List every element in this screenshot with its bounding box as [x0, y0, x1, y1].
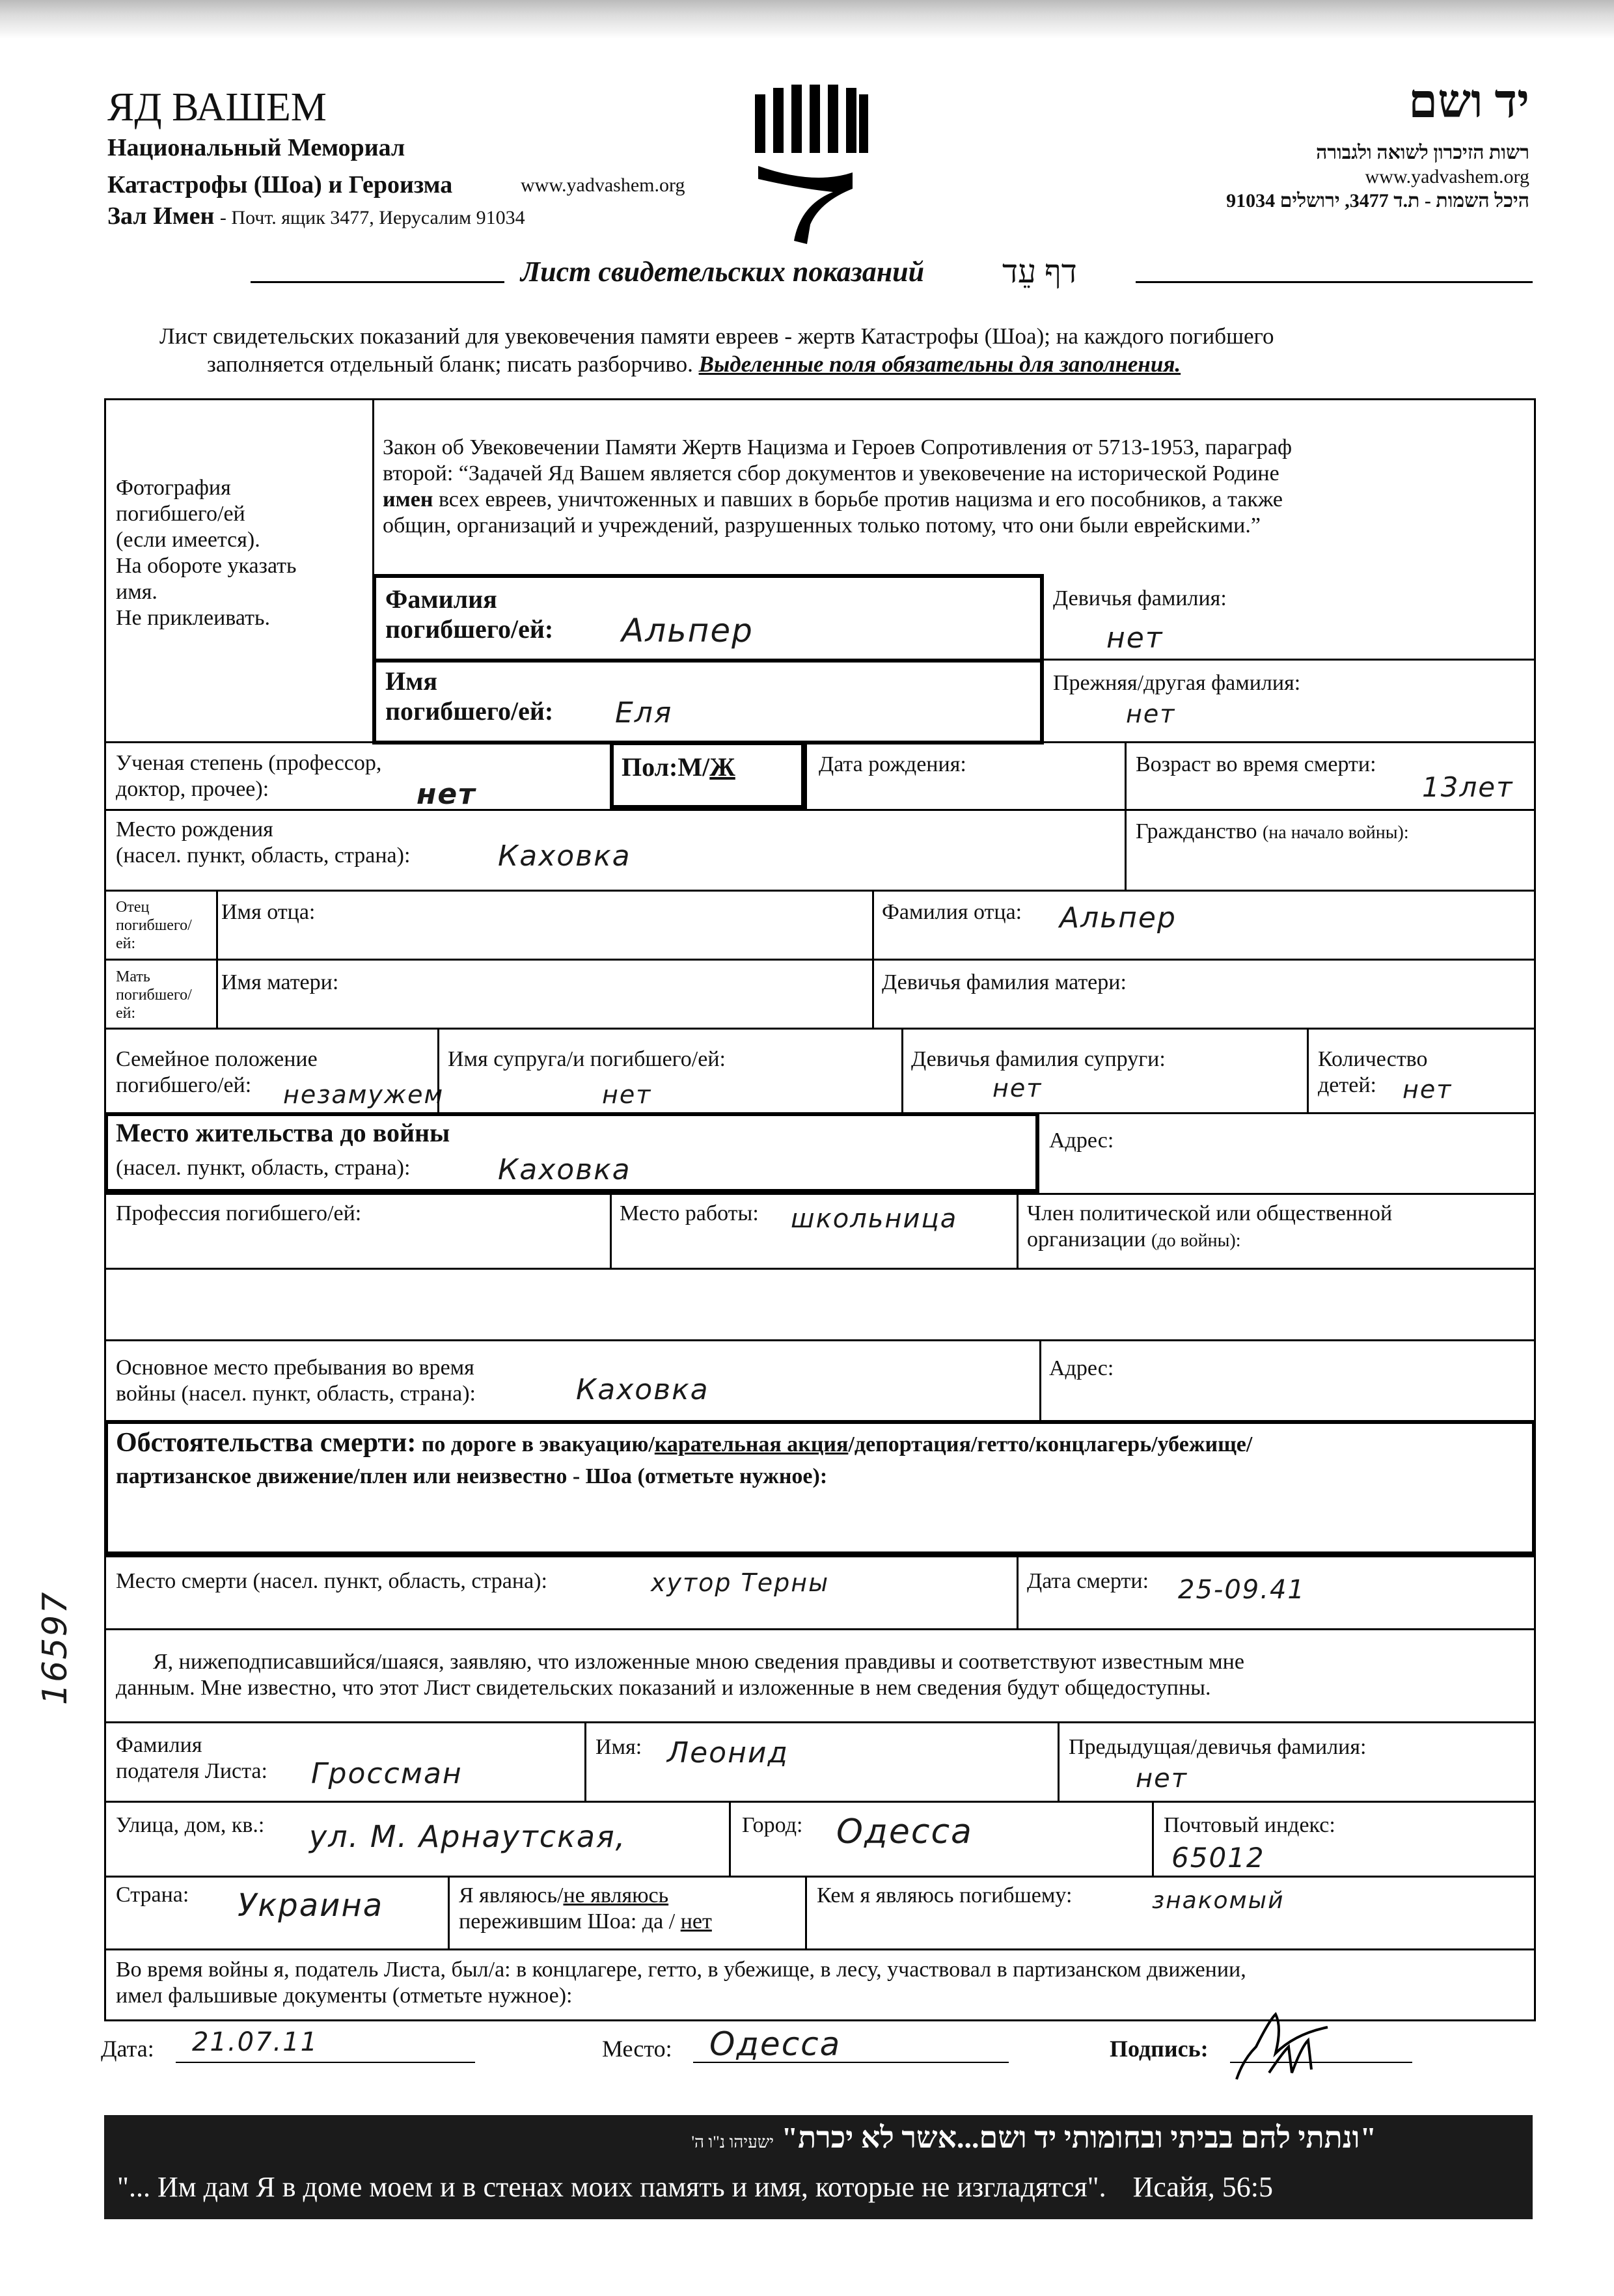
row-divider — [104, 1193, 1536, 1195]
relation-label: Кем я являюсь погибшему: — [817, 1883, 1073, 1907]
degree-label-1: Ученая степень (профессор, — [116, 751, 382, 775]
intro-line1: Лист свидетельских показаний для увековечения памяти евреев - жертв Катастрофы (Шоа); на каждого погибшего — [159, 323, 1274, 349]
org-hall — [107, 202, 525, 230]
margin-note: 16597 — [36, 1591, 75, 1705]
col-divider — [1307, 1028, 1309, 1112]
death-date-field[interactable]: 25-09.41 — [1178, 1575, 1306, 1605]
org-he-line1: רשות הזיכרון לשואה ולגבורה — [1316, 142, 1529, 163]
father-side-line: Отец — [116, 899, 150, 916]
col-divider — [448, 1876, 450, 1948]
row-divider — [104, 1339, 1536, 1341]
footer-hebrew-ref: ישעיהו נ"ו ה' — [691, 2133, 774, 2152]
row-divider — [104, 890, 1536, 892]
father-name-label: Имя отца: — [221, 900, 316, 924]
surname-label-1: Фамилия — [385, 584, 497, 614]
maiden-divider — [1044, 659, 1536, 661]
member-label-small: (до войны): — [1151, 1231, 1241, 1251]
country-label: Страна: — [116, 1883, 189, 1907]
row-divider — [104, 1555, 1536, 1557]
row-divider — [104, 809, 1536, 811]
member-label-2: организации — [1027, 1227, 1146, 1251]
date-underline — [176, 2062, 475, 2063]
row-divider — [104, 1721, 1536, 1723]
row-divider — [104, 959, 1536, 961]
place-label: Место: — [602, 2036, 672, 2062]
declaration-line1: Я, нижеподписавшийся/шаяся, заявляю, что изложенные мною сведения правдивы и соответствуют известным мне — [153, 1650, 1244, 1674]
relation-field[interactable]: знакомый — [1152, 1887, 1285, 1914]
title-rule-right — [1136, 281, 1533, 283]
survivor-option-d: нет — [680, 1909, 712, 1934]
sex-field[interactable] — [622, 752, 735, 782]
title-rule-left — [251, 281, 504, 283]
col-divider — [610, 1193, 612, 1268]
signature-underline — [1230, 2062, 1412, 2063]
form-title-he: דף עֵד — [1002, 253, 1077, 290]
hall-label: Зал Имен — [107, 202, 215, 230]
place-field[interactable]: Одесса — [709, 2025, 841, 2063]
photo-note-line: Фотография — [116, 476, 231, 500]
law-line-rest: всех евреев, уничтоженных и павших в борьбе против нацизма и его пособников, а также — [438, 487, 1283, 512]
org-name-he: יד ושם — [1408, 75, 1529, 128]
zip-field[interactable]: 65012 — [1171, 1842, 1265, 1874]
submitter-name-field[interactable]: Леонид — [667, 1736, 789, 1770]
row-divider — [104, 1876, 1536, 1878]
row-divider — [104, 1628, 1536, 1630]
photo-note — [116, 475, 297, 631]
survivor-option-b: не являюсь — [563, 1883, 669, 1907]
children-label-1: Количество — [1318, 1047, 1428, 1071]
prev-surname-field[interactable]: нет — [1126, 700, 1176, 728]
father-surname-label: Фамилия отца: — [882, 900, 1022, 924]
death-place-field[interactable]: хутор Терны — [651, 1568, 830, 1597]
org-he-line3: היכל השמות - ת.ד 3477, ירושלים 91034 — [1226, 190, 1529, 212]
org-site: www.yadvashem.org — [521, 174, 685, 196]
signature-image — [1230, 2008, 1347, 2086]
circumstances-title: Обстоятельства смерти: — [116, 1428, 417, 1458]
degree-label-2: доктор, прочее): — [116, 777, 269, 801]
col-divider — [1039, 1339, 1041, 1420]
street-label: Улица, дом, кв.: — [116, 1813, 265, 1837]
submitter-surname-field[interactable]: Гроссман — [311, 1757, 463, 1790]
footer-hebrew-quote: "ונתתי להם בביתי ובחומותי יד ושם...אשר לא יכרת" — [781, 2121, 1376, 2154]
mother-side-line: погибшего/ — [116, 987, 192, 1004]
maiden-label: Девичья фамилия: — [1053, 586, 1227, 610]
city-field[interactable]: Одесса — [836, 1812, 973, 1852]
intro-line2 — [207, 351, 1181, 377]
law-line — [383, 487, 1292, 513]
org-he-site: www.yadvashem.org — [1365, 166, 1529, 187]
submitter-prev-field[interactable]: нет — [1136, 1764, 1188, 1794]
row-divider — [104, 1268, 1536, 1270]
col-divider — [1017, 1193, 1019, 1268]
citizenship-label — [1136, 819, 1409, 845]
prev-surname-label: Прежняя/другая фамилия: — [1053, 671, 1301, 695]
hall-address: - Почт. ящик 3477, Иерусалим 91034 — [219, 207, 525, 228]
mother-name-label: Имя матери: — [221, 970, 339, 994]
col-divider — [1125, 809, 1127, 890]
marital-field[interactable]: незамужем — [283, 1080, 445, 1109]
spouse-maiden-field[interactable]: нет — [992, 1074, 1043, 1102]
law-text — [383, 435, 1292, 539]
law-line: общин, организаций и учреждений, разрушенных только потому, что они были еврейскими.” — [383, 513, 1261, 538]
col-divider — [1058, 1721, 1060, 1801]
col-divider — [437, 1028, 439, 1112]
declaration-line2: данным. Мне известно, что этот Лист свидетельских показаний и изложенные в нем сведения будут общедоступны. — [116, 1676, 1211, 1700]
surname-label-2: погибшего/ей: — [385, 614, 554, 644]
org-line2: Катастрофы (Шоа) и Героизма — [107, 171, 453, 198]
workplace-field[interactable]: школьница — [791, 1204, 958, 1234]
member-label — [1027, 1201, 1392, 1254]
degree-label — [116, 750, 381, 802]
survivor-option-c: пережившим Шоа: да / — [459, 1909, 676, 1934]
col-divider — [901, 1028, 903, 1112]
residence-field[interactable]: Каховка — [498, 1153, 631, 1186]
death-date-label: Дата смерти: — [1027, 1569, 1149, 1593]
submitter-surname-label — [116, 1732, 267, 1784]
photo-note-line: Не приклеивать. — [116, 606, 270, 630]
sex-label: Пол:М/ — [622, 752, 710, 782]
children-field[interactable]: нет — [1402, 1075, 1453, 1104]
birthplace-label-2: (насел. пункт, область, страна): — [116, 843, 411, 868]
father-surname-field[interactable]: Альпер — [1060, 901, 1177, 935]
row-divider — [104, 741, 1536, 743]
mother-side-line: ей: — [116, 1005, 136, 1022]
wartime-label-1: Основное место пребывания во время — [116, 1356, 474, 1380]
spouse-field[interactable]: нет — [602, 1080, 652, 1109]
age-field[interactable]: 13лет — [1422, 771, 1514, 803]
name-label-1: Имя — [385, 666, 437, 696]
footer-russian-ref: Исайя, 56:5 — [1132, 2171, 1273, 2203]
photo-note-line: (если имеется). — [116, 528, 260, 552]
sex-value: Ж — [709, 752, 735, 782]
yad-vashem-logo — [748, 75, 872, 251]
marital-label-2: погибшего/ей: — [116, 1073, 252, 1097]
col-divider — [729, 1801, 731, 1876]
birthplace-label-1: Место рождения — [116, 817, 273, 841]
col-divider — [805, 741, 807, 809]
age-label: Возраст во время смерти: — [1136, 752, 1376, 776]
surname-label — [385, 584, 553, 644]
circumstances-option: по дороге в эвакуацию/ — [421, 1432, 655, 1456]
zip-label: Почтовый индекс: — [1164, 1813, 1335, 1837]
intro-line2-text: заполняется отдельный бланк; писать разборчиво. — [207, 351, 693, 377]
circumstances-line1 — [116, 1427, 1252, 1458]
wartime-me-line2: имел фальшивые документы (отметьте нужное): — [116, 1984, 573, 2008]
spouse-label: Имя супруга/и погибшего/ей: — [448, 1047, 726, 1071]
workplace-label: Место работы: — [620, 1201, 759, 1225]
col-divider — [1017, 1555, 1019, 1628]
row-divider — [104, 1028, 1536, 1030]
father-side-label — [116, 898, 192, 953]
citizenship-label-main: Гражданство — [1136, 819, 1257, 843]
birthdate-label: Дата рождения: — [819, 752, 966, 776]
footer-russian-quote: "... Им дам Я в доме моем и в стенах моих память и имя, которые не изгладятся". — [117, 2171, 1106, 2203]
wartime-field[interactable]: Каховка — [576, 1373, 709, 1406]
mother-side-line: Мать — [116, 968, 150, 985]
footer-banner — [104, 2115, 1533, 2219]
submitter-name-label: Имя: — [595, 1735, 642, 1759]
wartime-me-line1: Во время войны я, податель Листа, был/а: в концлагере, гетто, в убежище, в лесу, участвовал в партизанском движении, — [116, 1958, 1246, 1982]
country-field[interactable]: Украина — [238, 1887, 384, 1924]
spouse-maiden-label: Девичья фамилия супруги: — [911, 1047, 1166, 1071]
footer-hebrew — [691, 2120, 1376, 2155]
wartime-label — [116, 1355, 476, 1407]
intro-required-note: Выделенные поля обязательны для заполнения. — [698, 351, 1181, 377]
address-label: Адрес: — [1049, 1128, 1114, 1153]
marital-label-1: Семейное положение — [116, 1047, 318, 1071]
signature-label: Подпись: — [1110, 2036, 1209, 2062]
circumstances-line2: партизанское движение/плен или неизвестно - Шоа (отметьте нужное): — [116, 1464, 828, 1488]
submitter-surname-label-1: Фамилия — [116, 1733, 202, 1757]
col-divider — [584, 1721, 586, 1801]
surname-field[interactable]: Альпер — [622, 612, 754, 649]
father-side-line: ей: — [116, 935, 136, 952]
survivor-option-a: Я являюсь/ — [459, 1883, 564, 1907]
survivor-line2 — [459, 1909, 712, 1935]
address2-label: Адрес: — [1049, 1356, 1114, 1380]
birthplace-label — [116, 817, 410, 869]
residence-label-1: Место жительства до войны — [116, 1118, 450, 1147]
citizenship-label-small: (на начало войны): — [1262, 823, 1409, 843]
wartime-label-2: войны (насел. пункт, область, страна): — [116, 1382, 476, 1406]
name-label — [385, 666, 553, 726]
law-bold-word: имен — [383, 487, 433, 512]
place-underline — [693, 2062, 1009, 2063]
date-label: Дата: — [101, 2036, 154, 2062]
row-divider — [104, 1801, 1536, 1803]
scan-edge — [0, 0, 1614, 39]
member-label-1: Член политической или общественной — [1027, 1201, 1393, 1225]
father-side-line: погибшего/ — [116, 917, 192, 934]
mother-side-label — [116, 968, 192, 1022]
degree-field[interactable]: нет — [417, 778, 476, 811]
city-label: Город: — [742, 1813, 803, 1837]
col-divider — [1152, 1801, 1154, 1876]
circumstances-option: /депортация/гетто/концлагерь/убежище/ — [848, 1432, 1253, 1456]
residence-label-2: (насел. пункт, область, страна): — [116, 1156, 411, 1180]
row-divider — [104, 1948, 1536, 1950]
street-field[interactable]: ул. М. Арнаутская, — [309, 1819, 627, 1854]
profession-label: Профессия погибшего/ей: — [116, 1201, 362, 1225]
circumstances-selected[interactable]: карательная акция — [654, 1432, 849, 1456]
children-label-2: детей: — [1318, 1073, 1376, 1097]
mother-maiden-label: Девичья фамилия матери: — [882, 970, 1127, 994]
photo-note-line: имя. — [116, 580, 157, 604]
survivor-field[interactable] — [459, 1883, 712, 1935]
org-name-ru: ЯД ВАШЕМ — [107, 85, 327, 130]
maiden-field[interactable]: нет — [1106, 622, 1164, 655]
victim-name-divider — [372, 659, 1044, 663]
submitter-surname-label-2: подателя Листа: — [116, 1759, 267, 1783]
law-line: второй: “Задачей Яд Вашем является сбор документов и увековечение на исторической Родине — [383, 461, 1279, 485]
name-field[interactable]: Еля — [615, 696, 673, 730]
photo-note-line: погибшего/ей — [116, 502, 245, 526]
photo-note-line: На обороте указать — [116, 554, 297, 578]
death-place-label: Место смерти (насел. пункт, область, страна): — [116, 1569, 547, 1593]
survivor-line1 — [459, 1883, 712, 1909]
col-divider — [1125, 741, 1127, 809]
org-line1: Национальный Мемориал — [107, 134, 405, 161]
col-divider — [805, 1876, 807, 1948]
member-label-2-row — [1027, 1227, 1392, 1254]
name-label-2: погибшего/ей: — [385, 696, 554, 726]
submitter-prev-label: Предыдущая/девичья фамилия: — [1069, 1735, 1367, 1759]
date-field[interactable]: 21.07.11 — [192, 2027, 319, 2057]
birthplace-field[interactable]: Каховка — [498, 840, 631, 873]
footer-russian — [117, 2170, 1273, 2204]
law-line: Закон об Увековечении Памяти Жертв Нацизма и Героев Сопротивления от 5713-1953, параграф — [383, 435, 1293, 459]
form-title: Лист свидетельских показаний — [521, 256, 925, 288]
